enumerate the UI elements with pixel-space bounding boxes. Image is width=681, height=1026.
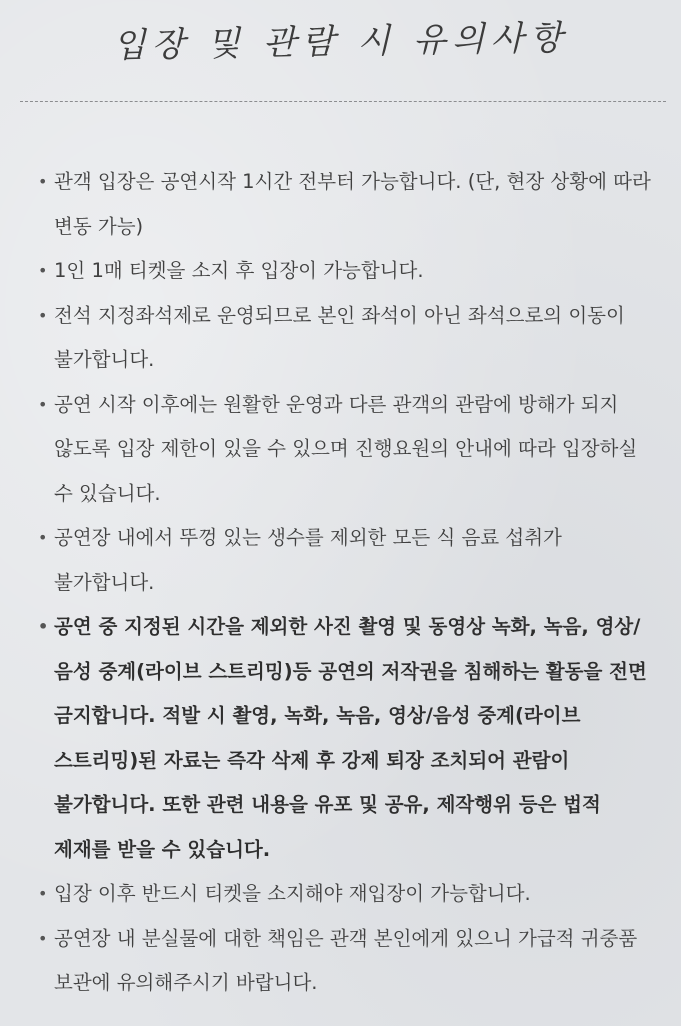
notice-text: 공연장 내 분실물에 대한 책임은 관객 본인에게 있으니 가급적 귀중품 보관에 유의해주시기 바랍니다. bbox=[54, 926, 638, 994]
bullet-icon: • bbox=[38, 617, 49, 636]
notice-item-7 bbox=[38, 872, 658, 917]
notice-item-3 bbox=[38, 294, 658, 383]
notice-text: 입장 이후 반드시 티켓을 소지해야 재입장이 가능합니다. bbox=[54, 882, 531, 905]
notice-item-4 bbox=[38, 383, 658, 517]
bullet-icon: • bbox=[38, 261, 48, 280]
notice-item-1 bbox=[38, 160, 658, 249]
bullet-icon: • bbox=[38, 172, 48, 191]
notice-item-5 bbox=[38, 516, 658, 605]
bullet-icon: • bbox=[38, 305, 48, 325]
notice-text: 공연 중 지정된 시간을 제외한 사진 촬영 및 동영상 녹화, 녹음, 영상/음성 중계(라이브 스트리밍)등 공연의 저작권을 침해하는 활동을 전면 금지합니다. 적발 시 촬영, 녹화, 녹음, 영상/음성 중계(라이브 스트리밍)된 자료는 즉각 삭제 후 강제 퇴장 조치되어 관람이 불가합니다. 또한 관련 내용을 유포 및 공유, 제작행위 등은 법적 제재를 받을 수 있습니다. bbox=[54, 615, 647, 861]
notice-text: 공연 시작 이후에는 원활한 운영과 다른 관객의 관람에 방해가 되지 않도록 입장 제한이 있을 수 있으며 진행요원의 안내에 따라 입장하실 수 있습니다. bbox=[54, 392, 638, 505]
title-divider bbox=[20, 101, 666, 102]
notice-item-2 bbox=[38, 249, 658, 294]
bullet-icon: • bbox=[38, 884, 48, 903]
notice-item-6-warning bbox=[38, 605, 658, 872]
notice-list bbox=[38, 160, 658, 1006]
bullet-icon: • bbox=[38, 928, 48, 948]
bullet-icon: • bbox=[38, 528, 48, 547]
bullet-icon: • bbox=[38, 394, 48, 414]
notice-item-8 bbox=[38, 917, 658, 1006]
notice-text: 전석 지정좌석제로 운영되므로 본인 좌석이 아닌 좌석으로의 이동이 불가합니다. bbox=[54, 303, 625, 371]
notice-text: 1인 1매 티켓을 소지 후 입장이 가능합니다. bbox=[54, 259, 424, 282]
notice-text: 관객 입장은 공연시작 1시간 전부터 가능합니다. (단, 현장 상황에 따라 변동 가능) bbox=[54, 170, 651, 238]
page-title: 입장 및 관람 시 유의사항 bbox=[112, 18, 569, 66]
notice-text: 공연장 내에서 뚜껑 있는 생수를 제외한 모든 식 음료 섭취가 불가합니다. bbox=[54, 526, 562, 594]
